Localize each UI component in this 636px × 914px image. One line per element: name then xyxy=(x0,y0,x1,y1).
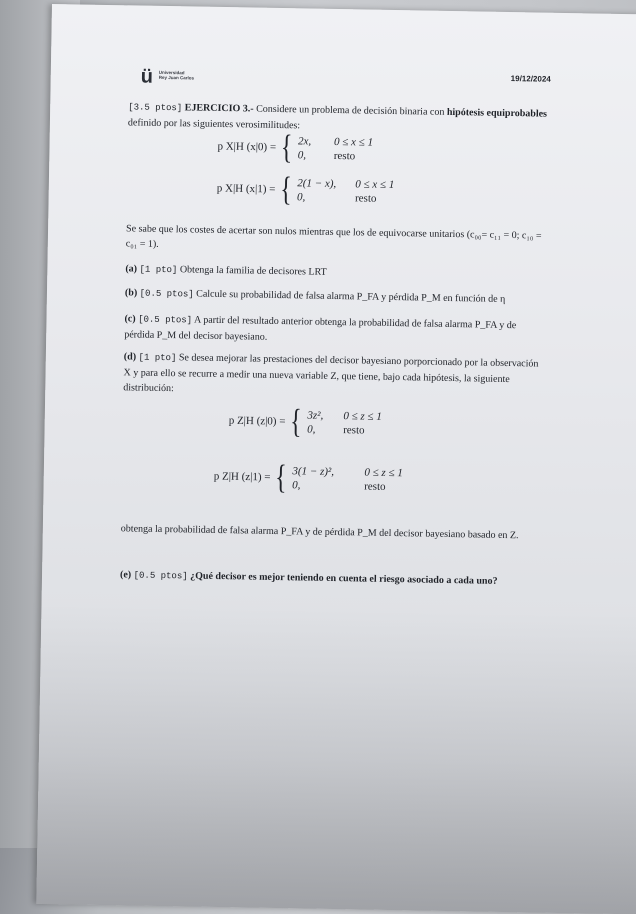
university-logo: ü Universidad Rey Juan Carlos xyxy=(140,65,195,88)
part-d-conclusion: obtenga la probabilidad de falsa alarma P_FA y de pérdida P_M del decisor bayesiano basado en Z. xyxy=(120,523,519,542)
exercise-statement: [3.5 ptos] EJERCICIO 3.- Considere un problema de decisión binaria con hipótesis equiprobables definido por las siguientes verosimilitudes: xyxy=(127,102,548,132)
logo-mark-icon: ü xyxy=(140,65,154,88)
likelihood-h0: p X|H (x|0) = { 2x, 0 ≤ x ≤ 1 0, resto xyxy=(217,129,374,167)
part-c: (c) [0.5 ptos] A partir del resultado anterior obtenga la probabilidad de falsa alarma P_FA y de pérdida P_M del decisor bayesiano. xyxy=(124,313,517,343)
z-distribution-h0: p Z|H (z|0) = { 3z², 0 ≤ z ≤ 1 0, resto xyxy=(228,403,382,441)
likelihood-h1: p X|H (x|1) = { 2(1 − x), 0 ≤ x ≤ 1 0, resto xyxy=(216,171,395,209)
exam-date: 19/12/2024 xyxy=(510,74,551,84)
part-e: (e) [0.5 ptos] ¿Qué decisor es mejor teniendo en cuenta el riesgo asociado a cada uno? xyxy=(119,569,498,587)
part-b: (b) [0.5 ptos] Calcule su probabilidad de falsa alarma P_FA y pérdida P_M en función de η xyxy=(124,287,506,305)
part-a: (a) [1 pto] Obtenga la familia de decisores LRT xyxy=(125,263,327,278)
exam-page xyxy=(36,4,636,914)
photo-shadow xyxy=(36,604,636,914)
part-d: (d) [1 pto] Se desea mejorar las prestaciones del decisor bayesiano porporcionado por la observación X y para ello se recurre a medir una nueva variable Z, que tiene, bajo cada hipótesis, la siguiente distribución: xyxy=(123,351,539,395)
costs-statement: Se sabe que los costes de acertar son nulos mientras que los de equivocarse unitarios (c₀₀= c₁₁ = 0; c₁₀ = c₀₁ = 1). xyxy=(125,223,542,250)
bleed-through-area xyxy=(340,609,541,682)
z-distribution-h1: p Z|H (z|1) = { 3(1 − z)², 0 ≤ z ≤ 1 0, resto xyxy=(213,458,403,497)
